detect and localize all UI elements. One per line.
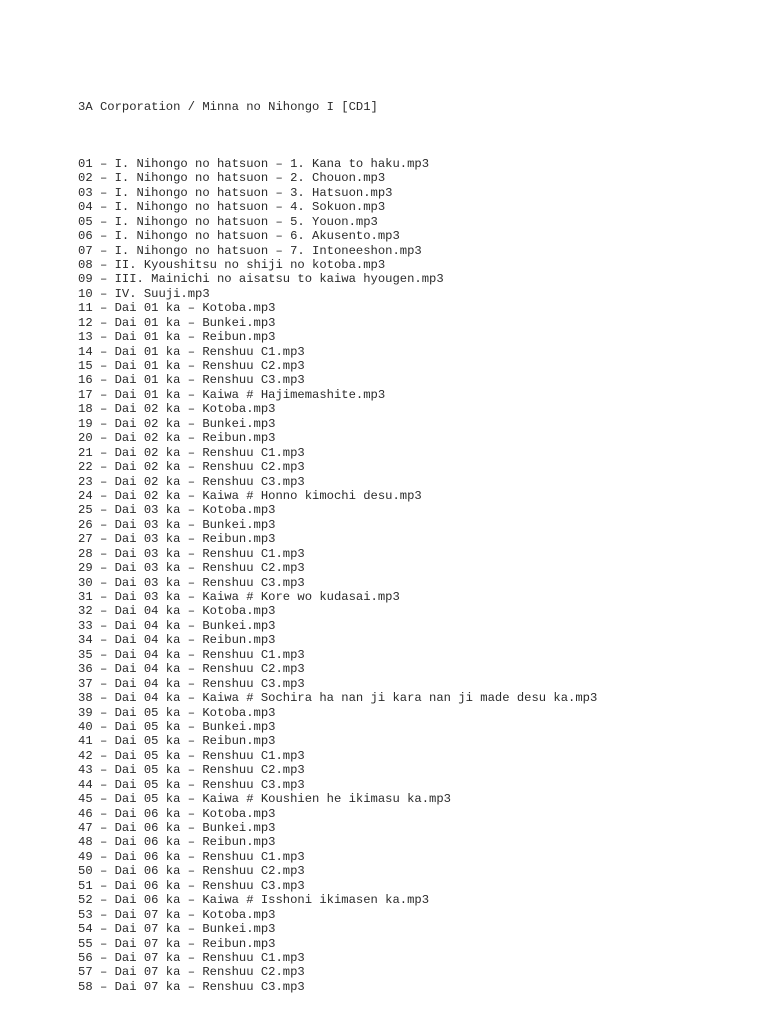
track-line: 17 – Dai 01 ka – Kaiwa # Hajimemashite.mp3 <box>78 387 386 402</box>
document-body <box>78 72 738 1022</box>
track-list <box>78 157 738 994</box>
track-line: 18 – Dai 02 ka – Kotoba.mp3 <box>78 402 276 417</box>
track-line: 37 – Dai 04 ka – Renshuu C3.mp3 <box>78 676 305 691</box>
track-line: 04 – I. Nihongo no hatsuon – 4. Sokuon.mp3 <box>78 200 386 215</box>
document-title: 3A Corporation / Minna no Nihongo I [CD1] <box>78 100 378 114</box>
track-line: 07 – I. Nihongo no hatsuon – 7. Intoneeshon.mp3 <box>78 243 422 258</box>
track-line: 30 – Dai 03 ka – Renshuu C3.mp3 <box>78 575 305 590</box>
track-line: 23 – Dai 02 ka – Renshuu C3.mp3 <box>78 474 305 489</box>
track-line: 50 – Dai 06 ka – Renshuu C2.mp3 <box>78 864 305 879</box>
track-line: 52 – Dai 06 ka – Kaiwa # Isshoni ikimasen ka.mp3 <box>78 893 430 908</box>
track-line: 46 – Dai 06 ka – Kotoba.mp3 <box>78 806 276 821</box>
track-line: 02 – I. Nihongo no hatsuon – 2. Chouon.mp3 <box>78 171 386 186</box>
track-line: 43 – Dai 05 ka – Renshuu C2.mp3 <box>78 763 305 778</box>
track-line: 35 – Dai 04 ka – Renshuu C1.mp3 <box>78 647 305 662</box>
track-line: 36 – Dai 04 ka – Renshuu C2.mp3 <box>78 662 305 677</box>
track-line: 40 – Dai 05 ka – Bunkei.mp3 <box>78 719 276 734</box>
track-line: 09 – III. Mainichi no aisatsu to kaiwa hyougen.mp3 <box>78 272 444 287</box>
track-line: 19 – Dai 02 ka – Bunkei.mp3 <box>78 416 276 431</box>
track-line: 39 – Dai 05 ka – Kotoba.mp3 <box>78 705 276 720</box>
track-line: 54 – Dai 07 ka – Bunkei.mp3 <box>78 922 276 937</box>
track-line: 58 – Dai 07 ka – Renshuu C3.mp3 <box>78 979 305 994</box>
track-line: 38 – Dai 04 ka – Kaiwa # Sochira ha nan ji kara nan ji made desu ka.mp3 <box>78 691 598 706</box>
track-line: 15 – Dai 01 ka – Renshuu C2.mp3 <box>78 359 305 373</box>
track-line: 22 – Dai 02 ka – Renshuu C2.mp3 <box>78 460 305 475</box>
track-line: 42 – Dai 05 ka – Renshuu C1.mp3 <box>78 748 305 763</box>
track-line: 34 – Dai 04 ka – Reibun.mp3 <box>78 633 276 648</box>
track-line: 31 – Dai 03 ka – Kaiwa # Kore wo kudasai.mp3 <box>78 590 400 604</box>
track-line: 05 – I. Nihongo no hatsuon – 5. Youon.mp3 <box>78 214 378 229</box>
track-line: 56 – Dai 07 ka – Renshuu C1.mp3 <box>78 950 305 965</box>
track-line: 49 – Dai 06 ka – Renshuu C1.mp3 <box>78 849 305 864</box>
track-line: 21 – Dai 02 ka – Renshuu C1.mp3 <box>78 445 305 460</box>
track-line: 44 – Dai 05 ka – Renshuu C3.mp3 <box>78 777 305 792</box>
track-line: 41 – Dai 05 ka – Reibun.mp3 <box>78 734 276 749</box>
track-line: 20 – Dai 02 ka – Reibun.mp3 <box>78 431 276 446</box>
track-line: 14 – Dai 01 ka – Renshuu C1.mp3 <box>78 344 305 359</box>
track-line: 12 – Dai 01 ka – Bunkei.mp3 <box>78 315 276 330</box>
track-line: 57 – Dai 07 ka – Renshuu C2.mp3 <box>78 965 305 980</box>
track-line: 01 – I. Nihongo no hatsuon – 1. Kana to haku.mp3 <box>78 156 430 171</box>
track-line: 32 – Dai 04 ka – Kotoba.mp3 <box>78 604 276 619</box>
track-line: 06 – I. Nihongo no hatsuon – 6. Akusento.mp3 <box>78 229 400 244</box>
track-line: 48 – Dai 06 ka – Reibun.mp3 <box>78 835 276 850</box>
track-line: 10 – IV. Suuji.mp3 <box>78 286 210 301</box>
track-line: 29 – Dai 03 ka – Renshuu C2.mp3 <box>78 561 305 576</box>
track-line: 08 – II. Kyoushitsu no shiji no kotoba.mp3 <box>78 257 386 272</box>
track-line: 11 – Dai 01 ka – Kotoba.mp3 <box>78 301 276 316</box>
track-line: 28 – Dai 03 ka – Renshuu C1.mp3 <box>78 546 305 561</box>
track-line: 26 – Dai 03 ka – Bunkei.mp3 <box>78 517 276 532</box>
track-line: 25 – Dai 03 ka – Kotoba.mp3 <box>78 503 276 518</box>
track-line: 03 – I. Nihongo no hatsuon – 3. Hatsuon.mp3 <box>78 185 393 200</box>
track-line: 47 – Dai 06 ka – Bunkei.mp3 <box>78 821 276 835</box>
track-line: 33 – Dai 04 ka – Bunkei.mp3 <box>78 618 276 633</box>
track-line: 51 – Dai 06 ka – Renshuu C3.mp3 <box>78 878 305 893</box>
track-line: 53 – Dai 07 ka – Kotoba.mp3 <box>78 907 276 922</box>
track-line: 27 – Dai 03 ka – Reibun.mp3 <box>78 532 276 547</box>
track-line: 45 – Dai 05 ka – Kaiwa # Koushien he ikimasu ka.mp3 <box>78 792 451 807</box>
track-line: 13 – Dai 01 ka – Reibun.mp3 <box>78 330 276 345</box>
track-line: 55 – Dai 07 ka – Reibun.mp3 <box>78 936 276 951</box>
track-line: 24 – Dai 02 ka – Kaiwa # Honno kimochi desu.mp3 <box>78 488 422 503</box>
track-line: 16 – Dai 01 ka – Renshuu C3.mp3 <box>78 373 305 388</box>
